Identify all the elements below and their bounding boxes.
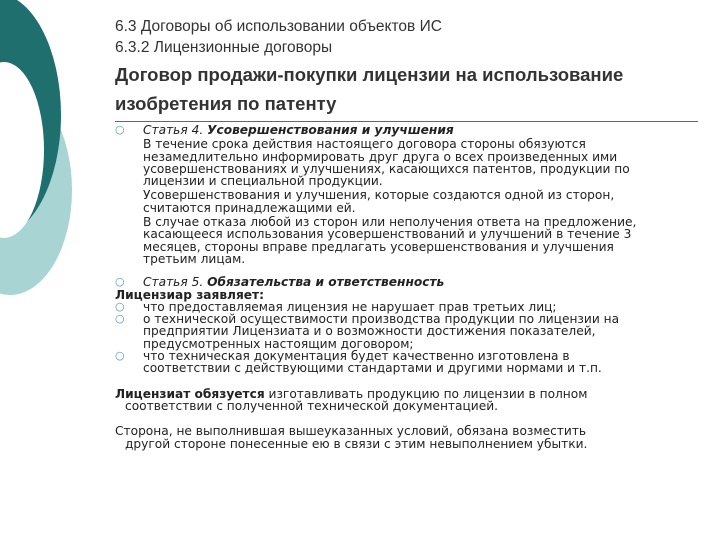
licensor-item-1: ○ что предоставляемая лицензия не нарушает прав третьих лиц; xyxy=(115,299,557,314)
article-4-item xyxy=(115,124,705,265)
decorative-corner-shapes xyxy=(0,0,110,300)
subsection-heading: 6.3.2 Лицензионные договоры xyxy=(115,39,333,56)
licensor-item-3: ○ что техническая документация будет качественно изготовлена в соответствии с действующими стандартами и другими нормами и т.п. xyxy=(115,349,602,376)
article-4-paragraph-1: В течение срока действия настоящего договора стороны обязуются незамедлительно информировать друг друга о всех произведенных ими усовершенствованиях и улучшениях, касающихся патентов, продукции по лицензии и специальной продукции. xyxy=(143,137,630,189)
bullet-circle-icon: ○ xyxy=(115,349,125,363)
section-heading: 6.3 Договоры об использовании объектов ИС xyxy=(115,18,442,35)
licensor-item-2: ○ о технической осуществимости производства продукции по лицензии на предприятии Лицензиата и о возможности достижения показателей, предусмотренных настоящим договором; xyxy=(115,312,620,351)
bullet-circle-icon: ○ xyxy=(115,275,125,289)
article-4-paragraph-2: Усовершенствования и улучшения, которые создаются одной из сторон, считаются принадлежащими ей. xyxy=(143,188,615,215)
slide-title-line-2: изобретения по патенту xyxy=(115,93,337,114)
article-5-item xyxy=(115,276,705,288)
licensor-declares-label: Лицензиар заявляет: xyxy=(115,287,264,302)
slide-body xyxy=(115,124,705,450)
bullet-circle-icon: ○ xyxy=(115,123,125,136)
bullet-circle-icon: ○ xyxy=(115,299,125,313)
closing-paragraph: Сторона, не выполнившая вышеуказанных условий, обязана возместить другой стороне понесенные ею в связи с этим невыполнением убытки. xyxy=(115,424,588,451)
slide-title-line-1: Договор продажи-покупки лицензии на использование xyxy=(115,64,624,85)
bullet-circle-icon: ○ xyxy=(115,312,125,326)
slide-header xyxy=(115,16,705,116)
article-4-paragraph-3: В случае отказа любой из сторон или неполучения ответа на предложение, касающееся использования усовершенствований и улучшений в течение 3 месяцев, стороны вправе предлагать усовершенствования и улучшения третьим лицам. xyxy=(143,215,637,266)
article-4-heading: Статья 4. Усовершенствования и улучшения xyxy=(143,123,454,137)
licensee-obligation: Лицензиат обязуется изготавливать продукцию по лицензии в полном соответствии с полученной технической документацией. xyxy=(115,386,588,413)
article-5-heading: Статья 5. Обязательства и ответственность xyxy=(143,275,445,290)
title-divider xyxy=(115,121,698,122)
